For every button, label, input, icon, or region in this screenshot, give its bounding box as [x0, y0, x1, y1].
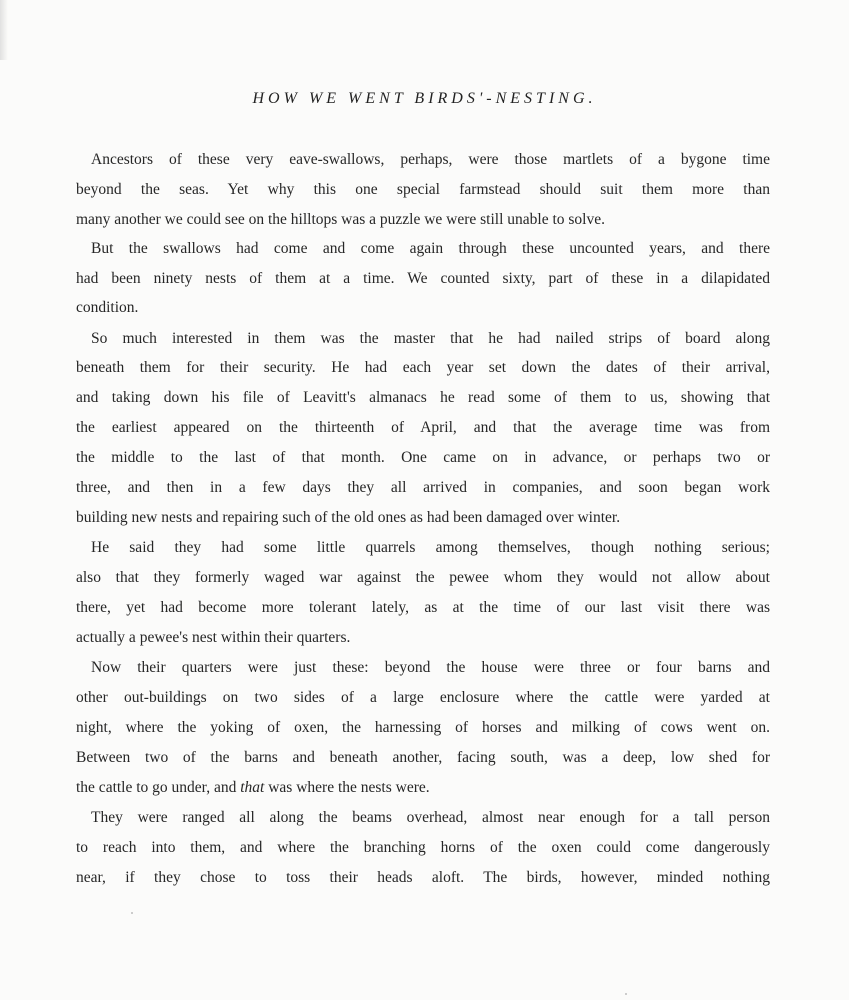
text-line: had been ninety nests of them at a time. We counted sixty, part of these in a dilapidated	[76, 270, 770, 287]
emphasized-word: that	[240, 779, 265, 796]
text-line: the earliest appeared on the thirteenth of April, and that the average time was from	[76, 419, 770, 436]
text-line: night, where the yoking of oxen, the harnessing of horses and milking of cows went on.	[76, 719, 770, 736]
text-line: So much interested in them was the master that he had nailed strips of board along	[91, 330, 770, 347]
text-line: beneath them for their security. He had each year set down the dates of their arrival,	[76, 359, 770, 376]
text-line: other out-buildings on two sides of a large enclosure where the cattle were yarded at	[76, 689, 770, 706]
text-line: building new nests and repairing such of the old ones as had been damaged over winter.	[76, 509, 621, 526]
text-line: to reach into them, and where the branching horns of the oxen could come dangerously	[76, 839, 770, 856]
text-line: But the swallows had come and come again through these uncounted years, and there	[91, 240, 770, 257]
text-line: Ancestors of these very eave-swallows, perhaps, were those martlets of a bygone time	[91, 151, 770, 168]
text-line: Now their quarters were just these: beyond the house were three or four barns and	[91, 659, 770, 676]
text-line: beyond the seas. Yet why this one special farmstead should suit them more than	[76, 181, 770, 198]
text-segment: was where the nests were.	[264, 779, 430, 796]
text-segment: the cattle to go under, and	[76, 779, 241, 796]
text-line: there, yet had become more tolerant lately, as at the time of our last visit there was	[76, 599, 770, 616]
text-line-with-emphasis	[76, 776, 770, 800]
text-line: They were ranged all along the beams overhead, almost near enough for a tall person	[91, 809, 770, 826]
chapter-title: HOW WE WENT BIRDS'-NESTING.	[252, 90, 597, 107]
text-line: the middle to the last of that month. One came on in advance, or perhaps two or	[76, 449, 770, 466]
text-line: Between two of the barns and beneath another, facing south, was a deep, low shed for	[76, 749, 770, 766]
paper-speck	[625, 993, 627, 995]
text-line: actually a pewee's nest within their quarters.	[76, 629, 351, 646]
text-line: three, and then in a few days they all arrived in companies, and soon began work	[76, 479, 770, 496]
text-line: He said they had some little quarrels among themselves, though nothing serious;	[91, 539, 770, 556]
paper-speck	[131, 912, 133, 914]
text-line: near, if they chose to toss their heads aloft. The birds, however, minded nothing	[76, 869, 770, 886]
text-line: and taking down his file of Leavitt's almanacs he read some of them to us, showing that	[76, 389, 770, 406]
page-edge-shadow	[0, 0, 8, 60]
text-line: also that they formerly waged war against the pewee whom they would not allow about	[76, 569, 770, 586]
text-line: condition.	[76, 299, 139, 316]
text-line: many another we could see on the hilltops was a puzzle we were still unable to solve.	[76, 211, 605, 228]
